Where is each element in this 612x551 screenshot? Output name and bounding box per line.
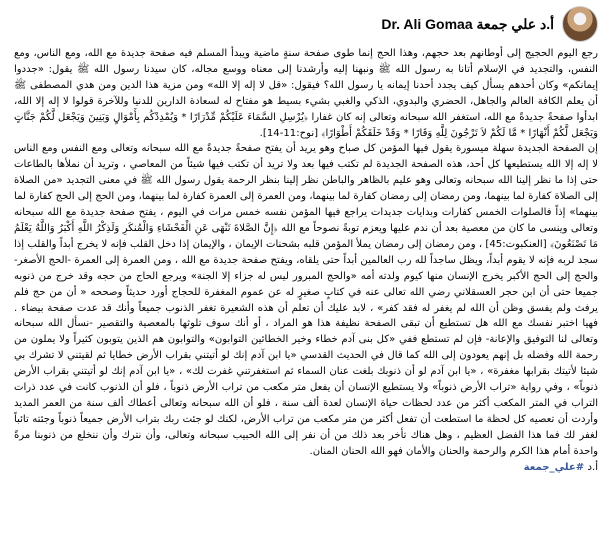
post-paragraph-2: إن الصفحة الجديدة سهلة ميسورة يقول فيها المؤمن كل صباح وهو يريد أن يفتح صفحةً جديدةً مع الله سبحانه وتعالى ومع النفس ومع الناس لا إله إلا الله يستطيعها كل أحد، هذه الصفحة الجديدة لم تكتب فيها بعد ولا تريد أن تكتب فيها شيئاً من المعاصي ، وتريد أن نملأها بالطاعات حتى إذا ما نظر إلينا الله سبحانه وتعالى وهو عليم بالظاهر والباطن نظر إلينا بنظر الرحمة يقول رسول الله ﷺ في معنى التجديد «من الصلاة إلى الصلاة كفارة لما بينهما، ومن رمضان إلى رمضان كفارة لما بينهما، ومن العمرة إلى العمرة كفارة لما بينهما، ومن الحج إلى الحج كفارة لما بينهما» إذاً فالصلوات الخمس كفارات وبدايات جديدات يراجع فيها المؤمن نفسه خمس مرات في اليوم ، يفتح صفحة جديدة مع الله سبحانه وتعالى وينسى ما كان من معصية بعد أن ندم عليها ويعزم توبةً نصوحاً مع الله ﴿إِنَّ الصَّلاةَ تَنْهَى عَنِ الْفَحْشَاءِ وَالْمُنكَرِ وَلَذِكْرُ اللَّهِ أَكْبَرُ وَاللَّهُ يَعْلَمُ مَا تَصْنَعُونَ﴾ [العنكبوت:45] ، ومن رمضان إلى رمضان يملأ المؤمن قلبه بشحنات الإيمان ، والإيمان إذا دخل القلب فإنه لا يخرج أبداً والقلب إذا سجد لربه فإنه لا يقوم أبداً، ويظل ساجداً لله رب العالمين أبداً حتى يلقاه، ويفتح صفحة جديدة مع الله ، ومن العمرة إلى العمرة -الحج الأصغر- والحج إلى الحج الأكبر يخرج الإنسان منها كيوم ولدته أمه «والحج المبرور ليس له جزاء إلا الجنة» ويرجع الحاج من حجه وقد خرج من ذنوبه جميعا حتى أن ابن حجر العسقلاني رضي الله تعالى عنه في كتابٍ صغيرٍ له عن عموم المغفرة للحجاج أورد حديثاً وصححه « أن من حج فلم يرفث ولم يفسق وظن أن الله لم يغفر له فقد كفر» ، لابد عليك أن تعلم أن هذه الشعيرة تغفر الذنوب جميعاً وأنك قد عدت صفحة بيضاء . فهيا اختبر نفسك مع الله هل تستطيع أن تبقى الصفحة نظيفة هذا هو المراد ، أو أنك سوف تلوثها بالمعصية والتقصير -نسأل الله سبحانه وتعالى لنا التوفيق والإعانة- فإن لم تستطع ففي «كل بنى آدم خطاء وخير الخطائين التوابون» والتوابون هم الذين يتوبون كثيراً ولا يملون من رحمة الله وفضله بل إنهم يعودون إلى الله كما قال في الحديث القدسي «يا ابن آدم إنك لو أتيتني بقراب الأرض خطايا ثم لقيتني لا تشرك بي شيئا لأتيتك بقرابها مغفرة» ، «يا ابن آدم لو أن ذنوبك بلغت عنان السماء ثم استغفرتني غفرت لك» ، «يا ابن آدم إنك لو أتيتني بقراب الأرض ذنوباً» ، وفي رواية «تراب الأرض ذنوباً» ولا يستطيع الإنسان أن يفعل متر مكعب من تراب الأرض ذنوباً ، فلو أن الذنوب كانت في عدد ذرات التراب في المتر المكعب أكثر من عدد لحظات حياة الإنسان لعدة ألف سنة ، فلو أن الله سبحانه وتعالى أعطاك ألف سنة من العمر المديد وأردت أن تعصيه كل لحظة ما استطعت أن تفعل أكثر من متر مكعب من تراب الأرض، لكنك لو جئت ربك بتراب الأرض جميعاً ذنوباً وجئته تائباً لغفر لك فما هذا الفضل العظيم ، وهل هناك تأخر بعد ذلك من أن نفر إلى الله الحبيب سبحانه وتعالى، وأن نترك وأن ننخلع من ذنوبنا مرةً واحدة أمام هذا الكرم والرحمة والحنان والأمان فهو الله الحنان المنان.	[14, 143, 598, 457]
post-body	[14, 46, 598, 475]
author-name-link[interactable]: Dr. Ali Gomaa أ.د علي جمعة	[381, 15, 554, 32]
post-header	[14, 6, 598, 42]
signature-prefix: أ.د	[587, 461, 598, 473]
post-paragraph-1: رجع اليوم الحجيج إلى أوطانهم بعد حجهم، وهذا الحج إنما طوى صفحة سنةٍ ماضية ويبدأ المسلم فيه صفحة جديدة مع الله، ومع الناس، ومع النفس، والتجديد في الإسلام أتانا به رسول الله ﷺ ونبهنا إليه وأرشدنا إلى معناه ووسع مجاله، كان سيدنا رسول الله ﷺ يقول: «جددوا إيمانكم» وكان أحدهم يسأل كيف يجدد أحدنا إيمانه يا رسول الله؟ فيقول: «قل لا إله إلا الله» ومن مزية هذا الدين ومن هدي المصطفى ﷺ أن يعلم الكافة العالم والجاهل، الحضري والبدوي، الذكي والغبي بشيء بسيط هو مفتاح له لسعادة الدارين للدنيا وللآخرة قولوا لا إله إلا الله، ابدأوا صفحةً جديدةً مع الله، استغفر الله سبحانه وتعالى إنه كان غفارا ﴿يُرْسِلِ السَّمَاءَ عَلَيْكُمْ مِّدْرَارًا * وَيُمْدِدْكُم بِأَمْوَالٍ وَبَنِينَ وَيَجْعَل لَّكُمْ جَنَّاتٍ وَيَجْعَل لَّكُمْ أَنْهَارًا * مَّا لَكُمْ لاَ تَرْجُونَ لِلَّهِ وَقَارًا * وَقَدْ خَلَقَكُمْ أَطْوَارًا﴾ [نوح:11-14].	[14, 48, 598, 139]
hashtag-link[interactable]: #علي_جمعة	[523, 461, 585, 473]
post-signature	[14, 460, 598, 476]
author-avatar[interactable]	[562, 6, 598, 42]
